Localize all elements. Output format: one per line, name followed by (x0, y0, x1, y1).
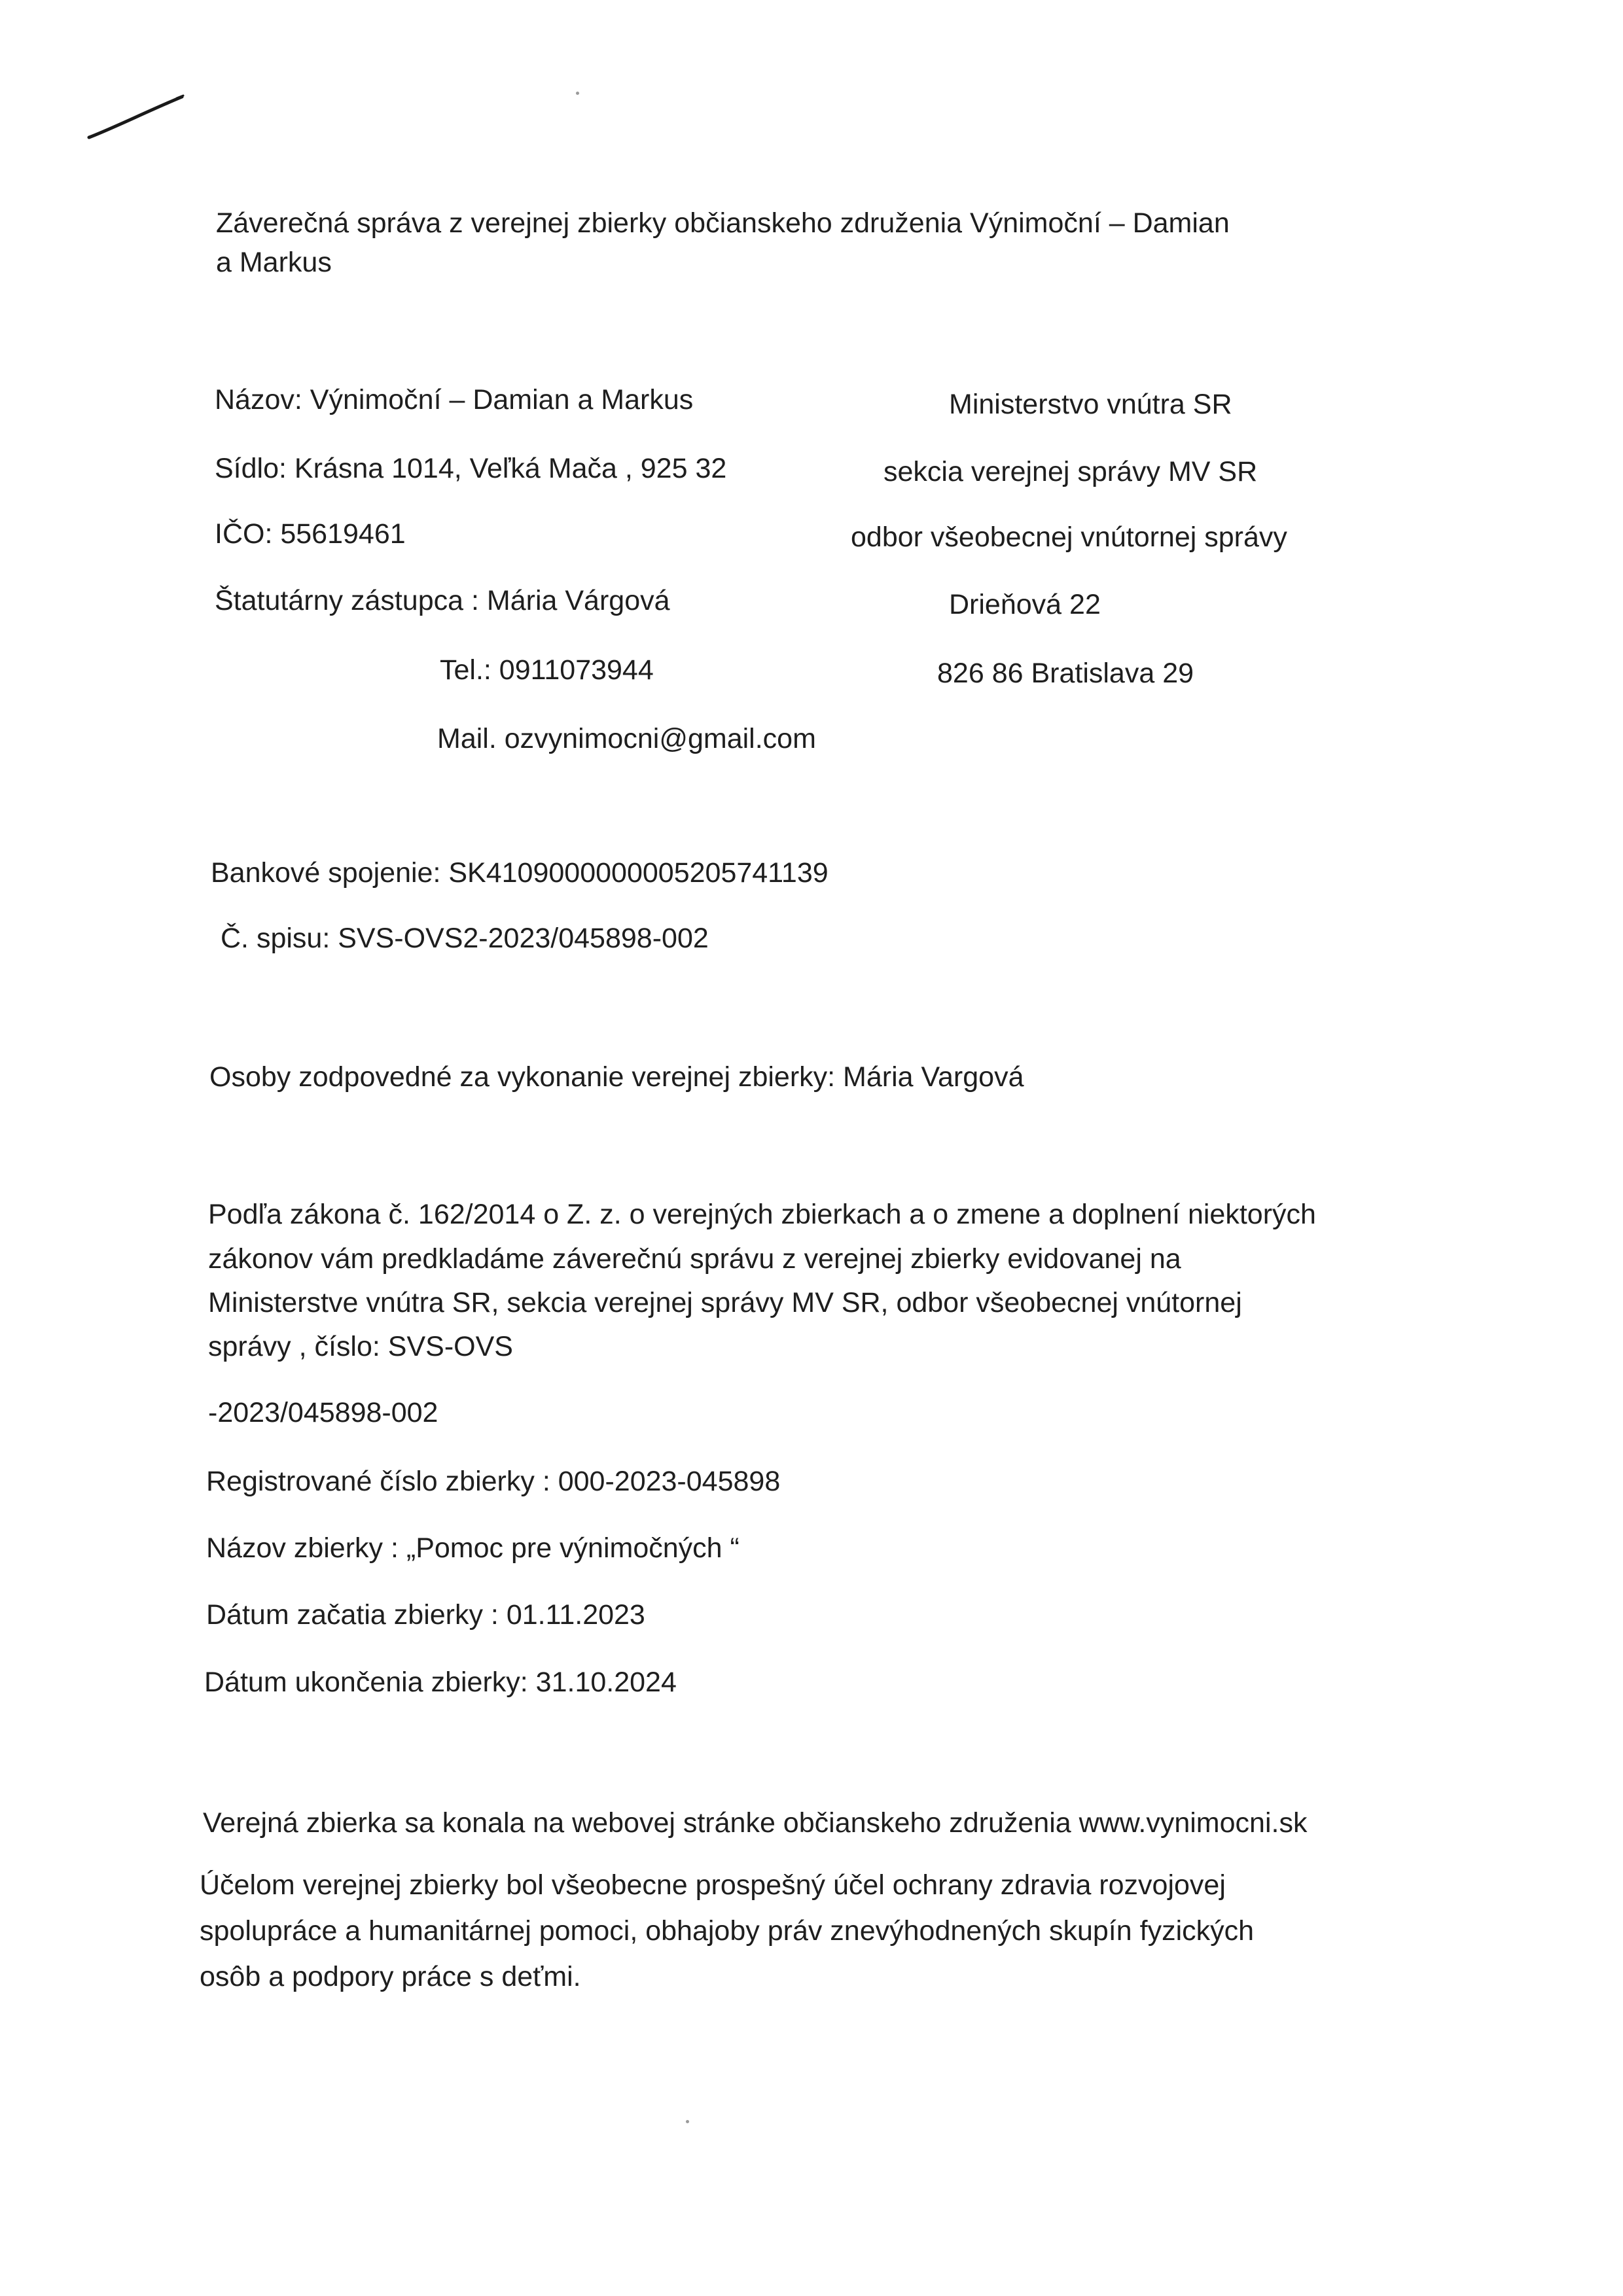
responsible-persons: Osoby zodpovedné za vykonanie verejnej zbierky: Mária Vargová (209, 1061, 1024, 1093)
recipient-line3: odbor všeobecnej vnútornej správy (851, 521, 1287, 553)
purpose-line: osôb a podpory práce s deťmi. (200, 1961, 581, 1992)
pen-stroke-mark (85, 92, 190, 144)
body-line: -2023/045898-002 (208, 1397, 438, 1428)
purpose-line: Účelom verejnej zbierky bol všeobecne prospešný účel ochrany zdravia rozvojovej (200, 1869, 1226, 1901)
scan-speck (686, 2120, 689, 2123)
registered-number: Registrované číslo zbierky : 000-2023-045898 (206, 1466, 781, 1497)
report-title-line1: Záverečná správa z verejnej zbierky občianskeho združenia Výnimoční – Damian (216, 207, 1230, 239)
body-line: zákonov vám predkladáme záverečnú správu z verejnej zbierky evidovanej na (208, 1243, 1181, 1275)
recipient-line1: Ministerstvo vnútra SR (949, 389, 1232, 420)
sender-phone: Tel.: 0911073944 (440, 654, 654, 686)
start-date: Dátum začatia zbierky : 01.11.2023 (206, 1599, 645, 1631)
report-title-line2: a Markus (216, 247, 332, 278)
sender-representative: Štatutárny zástupca : Mária Várgová (215, 585, 670, 616)
end-date: Dátum ukončenia zbierky: 31.10.2024 (204, 1667, 677, 1698)
recipient-line5: 826 86 Bratislava 29 (937, 658, 1194, 689)
collection-name: Názov zbierky : „Pomoc pre výnimočných “ (206, 1532, 740, 1564)
sender-mail: Mail. ozvynimocni@gmail.com (437, 723, 816, 754)
file-number: Č. spisu: SVS-OVS2-2023/045898-002 (221, 923, 709, 954)
scan-speck (576, 92, 579, 95)
sender-name: Názov: Výnimoční – Damian a Markus (215, 384, 694, 415)
sender-ico: IČO: 55619461 (215, 518, 406, 550)
body-line: Podľa zákona č. 162/2014 o Z. z. o verejných zbierkach a o zmene a doplnení niektorých (208, 1199, 1316, 1230)
bank-account: Bankové spojenie: SK4109000000005205741139 (211, 857, 829, 889)
body-line: Ministerstve vnútra SR, sekcia verejnej správy MV SR, odbor všeobecnej vnútornej (208, 1287, 1242, 1318)
purpose-line: spolupráce a humanitárnej pomoci, obhajoby práv znevýhodnených skupín fyzických (200, 1915, 1255, 1947)
recipient-line2: sekcia verejnej správy MV SR (883, 456, 1258, 487)
body-line: správy , číslo: SVS-OVS (208, 1331, 513, 1362)
website-statement: Verejná zbierka sa konala na webovej stránke občianskeho združenia www.vynimocni.sk (203, 1807, 1308, 1839)
sender-seat: Sídlo: Krásna 1014, Veľká Mača , 925 32 (215, 453, 727, 484)
recipient-line4: Drieňová 22 (949, 589, 1101, 620)
